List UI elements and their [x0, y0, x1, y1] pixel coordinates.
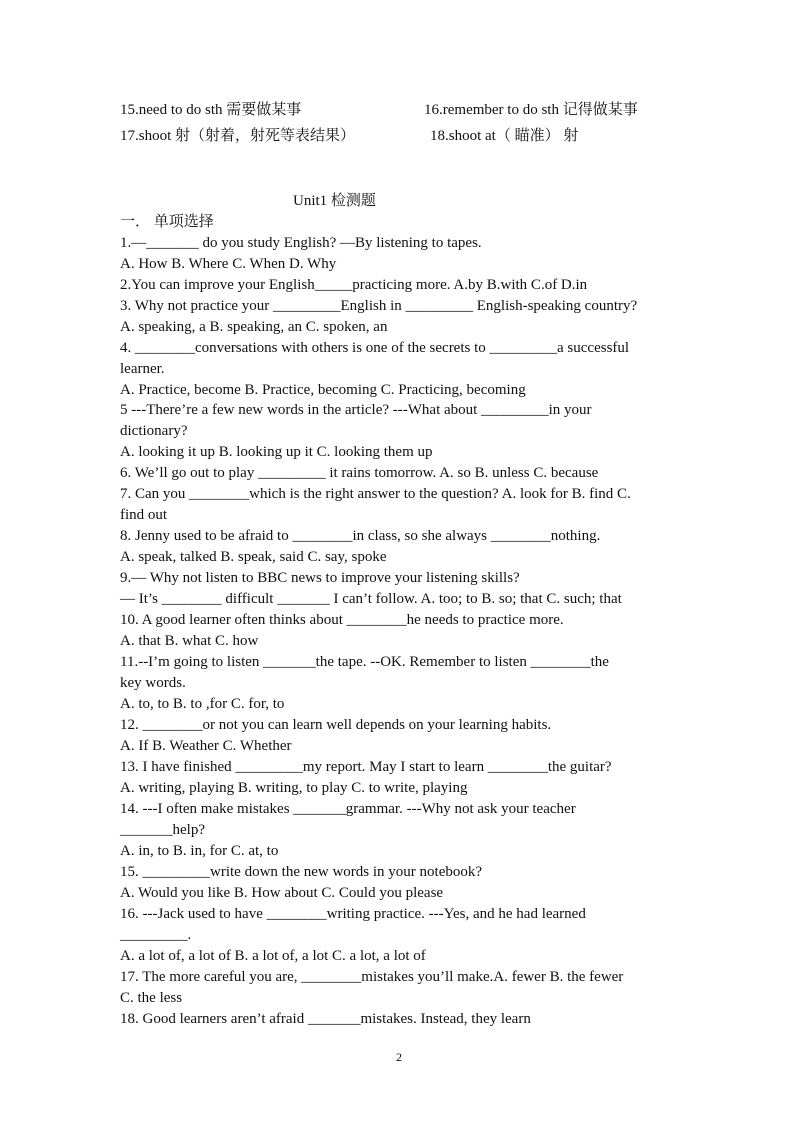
text-line: learner.	[120, 361, 165, 377]
text-line: 5 ---There’re a few new words in the article? ---What about _________in your	[120, 402, 592, 418]
phrase-18: 18.shoot at（ 瞄准） 射	[430, 128, 579, 144]
text-line: A. to, to B. to ,for C. for, to	[120, 696, 285, 712]
text-line: 4. ________conversations with others is one of the secrets to _________a successful	[120, 340, 630, 356]
text-line: 3. Why not practice your _________English in _________ English-speaking country?	[120, 298, 638, 314]
text-line: 6. We’ll go out to play _________ it rains tomorrow. A. so B. unless C. because	[120, 465, 599, 481]
phrase-16: 16.remember to do sth 记得做某事	[424, 102, 638, 118]
text-line: 17. The more careful you are, ________mistakes you’ll make.A. fewer B. the fewer	[120, 969, 624, 985]
text-line: 8. Jenny used to be afraid to ________in class, so she always ________nothing.	[120, 528, 601, 544]
text-line: A. speaking, a B. speaking, an C. spoken, an	[120, 319, 388, 335]
text-line: 9.— Why not listen to BBC news to improve your listening skills?	[120, 570, 520, 586]
text-line: 2.You can improve your English_____practicing more. A.by B.with C.of D.in	[120, 277, 588, 293]
page-number: 2	[396, 1050, 402, 1064]
text-line: A. Would you like B. How about C. Could you please	[120, 885, 444, 901]
text-line: A. speak, talked B. speak, said C. say, spoke	[120, 549, 387, 565]
text-line: find out	[120, 507, 168, 523]
text-line: A. a lot of, a lot of B. a lot of, a lot C. a lot, a lot of	[120, 948, 426, 964]
text-line: 11.--I’m going to listen _______the tape. --OK. Remember to listen ________the	[120, 654, 609, 670]
text-line: A. looking it up B. looking up it C. looking them up	[120, 444, 433, 460]
text-line: 18. Good learners aren’t afraid _______mistakes. Instead, they learn	[120, 1011, 531, 1027]
page-title: Unit1 检测题	[293, 193, 376, 209]
text-line: 14. ---I often make mistakes _______grammar. ---Why not ask your teacher	[120, 801, 576, 817]
text-line: 15. _________write down the new words in your notebook?	[120, 864, 483, 880]
text-line: A. in, to B. in, for C. at, to	[120, 843, 279, 859]
text-line: 7. Can you ________which is the right answer to the question? A. look for B. find C.	[120, 486, 631, 502]
text-line: 16. ---Jack used to have ________writing practice. ---Yes, and he had learned	[120, 906, 586, 922]
text-line: A. writing, playing B. writing, to play C. to write, playing	[120, 780, 468, 796]
text-line: C. the less	[120, 990, 183, 1006]
text-line: A. If B. Weather C. Whether	[120, 738, 292, 754]
text-line: 10. A good learner often thinks about ________he needs to practice more.	[120, 612, 564, 628]
text-line: 12. ________or not you can learn well depends on your learning habits.	[120, 717, 552, 733]
text-line: A. How B. Where C. When D. Why	[120, 256, 337, 272]
text-line: A. that B. what C. how	[120, 633, 259, 649]
text-line: key words.	[120, 675, 186, 691]
text-line: _________.	[120, 927, 192, 943]
text-line: 1.—_______ do you study English? —By listening to tapes.	[120, 235, 482, 251]
section-heading: 一． 单项选择	[120, 214, 214, 230]
text-line: dictionary?	[120, 423, 188, 439]
text-line: — It’s ________ difficult _______ I can’t follow. A. too; to B. so; that C. such; that	[120, 591, 622, 607]
text-line: A. Practice, become B. Practice, becoming C. Practicing, becoming	[120, 382, 526, 398]
phrase-15: 15.need to do sth 需要做某事	[120, 102, 302, 118]
text-line: 13. I have finished _________my report. May I start to learn ________the guitar?	[120, 759, 612, 775]
text-line: _______help?	[120, 822, 205, 838]
phrase-17: 17.shoot 射（射着，射死等表结果）	[120, 128, 356, 144]
